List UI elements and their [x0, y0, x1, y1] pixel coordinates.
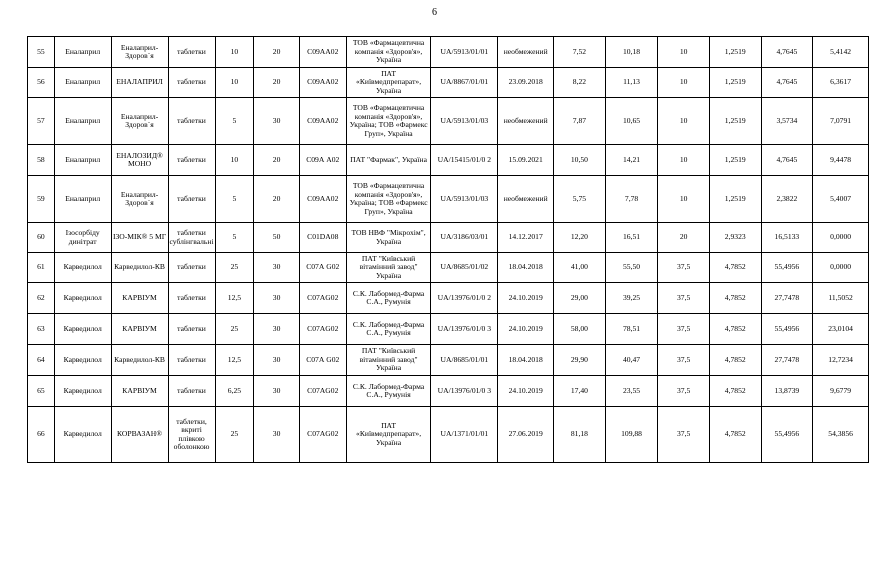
value-cell-2: 2,3822 [761, 176, 813, 223]
value-cell-1: 2,9323 [709, 223, 761, 253]
inn-cell: Еналаприл [54, 145, 111, 176]
page-number: 6 [432, 7, 437, 18]
row-number: 65 [28, 376, 55, 407]
atc-code-cell: С01DA08 [299, 223, 346, 253]
registration-valid-cell: 23.09.2018 [498, 68, 554, 98]
atc-code-cell: С07АG02 [299, 314, 346, 345]
ddd-cell: 10 [658, 37, 710, 68]
form-cell: таблетки [168, 37, 215, 68]
atc-code-cell: С07АG02 [299, 407, 346, 463]
atc-code-cell: С07А G02 [299, 345, 346, 376]
value-cell-1: 1,2519 [709, 98, 761, 145]
price-cell: 29,90 [554, 345, 606, 376]
inn-cell: Карведилол [54, 407, 111, 463]
value-cell-2: 55,4956 [761, 407, 813, 463]
dose-cell: 12,5 [215, 345, 254, 376]
row-number: 56 [28, 68, 55, 98]
price-with-markup-cell: 14,21 [605, 145, 658, 176]
dose-cell: 5 [215, 223, 254, 253]
form-cell: таблетки, вкриті плівкою оболонкою [168, 407, 215, 463]
pack-qty-cell: 50 [254, 223, 300, 253]
trade-name-cell: Еналаприл-Здоров`я [111, 37, 168, 68]
value-cell-3: 11,5052 [813, 283, 869, 314]
value-cell-3: 6,3617 [813, 68, 869, 98]
dose-cell: 25 [215, 314, 254, 345]
price-cell: 7,87 [554, 98, 606, 145]
form-cell: таблетки [168, 145, 215, 176]
pack-qty-cell: 20 [254, 176, 300, 223]
price-with-markup-cell: 55,50 [605, 253, 658, 283]
price-with-markup-cell: 109,88 [605, 407, 658, 463]
pack-qty-cell: 30 [254, 314, 300, 345]
price-cell: 81,18 [554, 407, 606, 463]
row-number: 62 [28, 283, 55, 314]
manufacturer-cell: ТОВ «Фармацевтична компанія «Здоров'я», Україна; ТОВ «Фармекс Груп», Україна [346, 98, 431, 145]
ddd-cell: 10 [658, 98, 710, 145]
inn-cell: Карведилол [54, 314, 111, 345]
pack-qty-cell: 30 [254, 283, 300, 314]
manufacturer-cell: ПАТ "Київський вітамінний завод" Україна [346, 253, 431, 283]
row-number: 66 [28, 407, 55, 463]
registration-number-cell: UA/8867/01/01 [431, 68, 498, 98]
table-row [28, 98, 869, 145]
table-row [28, 314, 869, 345]
trade-name-cell: Еналаприл-Здоров`я [111, 98, 168, 145]
table-row [28, 345, 869, 376]
ddd-cell: 37,5 [658, 376, 710, 407]
value-cell-1: 4,7852 [709, 283, 761, 314]
atc-code-cell: С09АА02 [299, 176, 346, 223]
table-row [28, 37, 869, 68]
trade-name-cell: КОРВАЗАН® [111, 407, 168, 463]
price-cell: 7,52 [554, 37, 606, 68]
value-cell-2: 27,7478 [761, 283, 813, 314]
ddd-cell: 10 [658, 68, 710, 98]
ddd-cell: 10 [658, 176, 710, 223]
value-cell-3: 9,4478 [813, 145, 869, 176]
pack-qty-cell: 30 [254, 253, 300, 283]
value-cell-3: 9,6779 [813, 376, 869, 407]
price-with-markup-cell: 40,47 [605, 345, 658, 376]
registration-valid-cell: 14.12.2017 [498, 223, 554, 253]
registration-valid-cell: 27.06.2019 [498, 407, 554, 463]
trade-name-cell: Карведилол-КВ [111, 253, 168, 283]
form-cell: таблетки [168, 68, 215, 98]
price-cell: 29,00 [554, 283, 606, 314]
trade-name-cell: КАРВІУМ [111, 314, 168, 345]
registration-valid-cell: 24.10.2019 [498, 314, 554, 345]
inn-cell: Еналаприл [54, 176, 111, 223]
atc-code-cell: С09А А02 [299, 145, 346, 176]
manufacturer-cell: ТОВ «Фармацевтична компанія «Здоров'я», Україна [346, 37, 431, 68]
price-cell: 58,00 [554, 314, 606, 345]
ddd-cell: 20 [658, 223, 710, 253]
price-cell: 10,50 [554, 145, 606, 176]
table-row [28, 376, 869, 407]
ddd-cell: 10 [658, 145, 710, 176]
value-cell-2: 4,7645 [761, 68, 813, 98]
form-cell: таблетки [168, 283, 215, 314]
pack-qty-cell: 20 [254, 145, 300, 176]
registration-number-cell: UA/13976/01/0 3 [431, 376, 498, 407]
drug-price-table [27, 36, 869, 463]
row-number: 63 [28, 314, 55, 345]
value-cell-1: 1,2519 [709, 68, 761, 98]
value-cell-1: 4,7852 [709, 253, 761, 283]
form-cell: таблетки [168, 253, 215, 283]
ddd-cell: 37,5 [658, 253, 710, 283]
manufacturer-cell: ПАТ "Фармак", Україна [346, 145, 431, 176]
table-row [28, 68, 869, 98]
manufacturer-cell: ТОВ «Фармацевтична компанія «Здоров'я», Україна; ТОВ «Фармекс Груп», Україна [346, 176, 431, 223]
pack-qty-cell: 30 [254, 376, 300, 407]
atc-code-cell: С09АА02 [299, 37, 346, 68]
price-cell: 17,40 [554, 376, 606, 407]
form-cell: таблетки сублінгвальні [168, 223, 215, 253]
trade-name-cell: Еналаприл-Здоров`я [111, 176, 168, 223]
table-row [28, 407, 869, 463]
value-cell-1: 1,2519 [709, 145, 761, 176]
table-row [28, 223, 869, 253]
price-with-markup-cell: 11,13 [605, 68, 658, 98]
row-number: 57 [28, 98, 55, 145]
value-cell-3: 23,0104 [813, 314, 869, 345]
pack-qty-cell: 30 [254, 345, 300, 376]
trade-name-cell: Карведилол-КВ [111, 345, 168, 376]
row-number: 55 [28, 37, 55, 68]
value-cell-2: 27,7478 [761, 345, 813, 376]
value-cell-3: 54,3856 [813, 407, 869, 463]
table-row [28, 145, 869, 176]
price-with-markup-cell: 10,18 [605, 37, 658, 68]
manufacturer-cell: ПАТ "Київський вітамінний завод" Україна [346, 345, 431, 376]
value-cell-1: 4,7852 [709, 345, 761, 376]
inn-cell: Карведилол [54, 283, 111, 314]
row-number: 60 [28, 223, 55, 253]
value-cell-3: 7,0791 [813, 98, 869, 145]
pack-qty-cell: 20 [254, 37, 300, 68]
inn-cell: Еналаприл [54, 37, 111, 68]
price-with-markup-cell: 10,65 [605, 98, 658, 145]
trade-name-cell: ЕНАЛОЗИД® МОНО [111, 145, 168, 176]
atc-code-cell: С07АG02 [299, 283, 346, 314]
form-cell: таблетки [168, 376, 215, 407]
ddd-cell: 37,5 [658, 314, 710, 345]
registration-number-cell: UA/5913/01/03 [431, 98, 498, 145]
registration-number-cell: UA/3186/03/01 [431, 223, 498, 253]
value-cell-3: 0,0000 [813, 223, 869, 253]
table-row [28, 176, 869, 223]
price-with-markup-cell: 23,55 [605, 376, 658, 407]
row-number: 64 [28, 345, 55, 376]
dose-cell: 6,25 [215, 376, 254, 407]
dose-cell: 5 [215, 176, 254, 223]
pack-qty-cell: 20 [254, 68, 300, 98]
value-cell-2: 13,8739 [761, 376, 813, 407]
value-cell-3: 0,0000 [813, 253, 869, 283]
inn-cell: Ізосорбіду динітрат [54, 223, 111, 253]
atc-code-cell: С07А G02 [299, 253, 346, 283]
form-cell: таблетки [168, 314, 215, 345]
registration-number-cell: UA/8685/01/01 [431, 345, 498, 376]
price-cell: 5,75 [554, 176, 606, 223]
price-with-markup-cell: 39,25 [605, 283, 658, 314]
ddd-cell: 37,5 [658, 407, 710, 463]
value-cell-1: 1,2519 [709, 176, 761, 223]
value-cell-2: 4,7645 [761, 37, 813, 68]
inn-cell: Карведилол [54, 345, 111, 376]
registration-number-cell: UA/1371/01/01 [431, 407, 498, 463]
inn-cell: Карведилол [54, 376, 111, 407]
registration-valid-cell: необмежений [498, 176, 554, 223]
dose-cell: 10 [215, 145, 254, 176]
value-cell-1: 4,7852 [709, 407, 761, 463]
registration-number-cell: UA/13976/01/0 2 [431, 283, 498, 314]
inn-cell: Еналаприл [54, 98, 111, 145]
atc-code-cell: С07АG02 [299, 376, 346, 407]
value-cell-3: 12,7234 [813, 345, 869, 376]
row-number: 59 [28, 176, 55, 223]
registration-valid-cell: 24.10.2019 [498, 376, 554, 407]
registration-number-cell: UA/5913/01/03 [431, 176, 498, 223]
manufacturer-cell: ПАТ «Київмедпрепарат», Україна [346, 407, 431, 463]
price-cell: 8,22 [554, 68, 606, 98]
value-cell-1: 4,7852 [709, 376, 761, 407]
manufacturer-cell: С.К. Лабормед-Фарма С.А., Румунія [346, 283, 431, 314]
registration-valid-cell: 18.04.2018 [498, 253, 554, 283]
form-cell: таблетки [168, 345, 215, 376]
value-cell-1: 1,2519 [709, 37, 761, 68]
registration-number-cell: UA/5913/01/01 [431, 37, 498, 68]
atc-code-cell: С09АА02 [299, 98, 346, 145]
form-cell: таблетки [168, 98, 215, 145]
trade-name-cell: ЕНАЛАПРИЛ [111, 68, 168, 98]
pack-qty-cell: 30 [254, 98, 300, 145]
value-cell-2: 55,4956 [761, 314, 813, 345]
trade-name-cell: КАРВІУМ [111, 283, 168, 314]
pack-qty-cell: 30 [254, 407, 300, 463]
row-number: 58 [28, 145, 55, 176]
inn-cell: Карведилол [54, 253, 111, 283]
price-cell: 12,20 [554, 223, 606, 253]
table-row [28, 253, 869, 283]
value-cell-3: 5,4142 [813, 37, 869, 68]
registration-valid-cell: 18.04.2018 [498, 345, 554, 376]
value-cell-3: 5,4007 [813, 176, 869, 223]
price-with-markup-cell: 16,51 [605, 223, 658, 253]
registration-valid-cell: 15.09.2021 [498, 145, 554, 176]
ddd-cell: 37,5 [658, 283, 710, 314]
price-with-markup-cell: 78,51 [605, 314, 658, 345]
registration-number-cell: UA/8685/01/02 [431, 253, 498, 283]
registration-valid-cell: необмежений [498, 98, 554, 145]
dose-cell: 5 [215, 98, 254, 145]
registration-valid-cell: 24.10.2019 [498, 283, 554, 314]
atc-code-cell: С09АА02 [299, 68, 346, 98]
price-cell: 41,00 [554, 253, 606, 283]
manufacturer-cell: ПАТ «Київмедпрепарат», Україна [346, 68, 431, 98]
inn-cell: Еналаприл [54, 68, 111, 98]
value-cell-2: 3,5734 [761, 98, 813, 145]
table-row [28, 283, 869, 314]
registration-valid-cell: необмежений [498, 37, 554, 68]
manufacturer-cell: ТОВ НВФ "Мікрохім", Україна [346, 223, 431, 253]
dose-cell: 10 [215, 68, 254, 98]
registration-number-cell: UA/13976/01/0 3 [431, 314, 498, 345]
value-cell-1: 4,7852 [709, 314, 761, 345]
trade-name-cell: КАРВІУМ [111, 376, 168, 407]
trade-name-cell: ІЗО-МІК® 5 МГ [111, 223, 168, 253]
dose-cell: 25 [215, 407, 254, 463]
row-number: 61 [28, 253, 55, 283]
value-cell-2: 55,4956 [761, 253, 813, 283]
dose-cell: 12,5 [215, 283, 254, 314]
price-with-markup-cell: 7,78 [605, 176, 658, 223]
ddd-cell: 37,5 [658, 345, 710, 376]
value-cell-2: 16,5133 [761, 223, 813, 253]
manufacturer-cell: С.К. Лабормед-Фарма С.А., Румунія [346, 376, 431, 407]
form-cell: таблетки [168, 176, 215, 223]
manufacturer-cell: С.К. Лабормед-Фарма С.А., Румунія [346, 314, 431, 345]
dose-cell: 25 [215, 253, 254, 283]
value-cell-2: 4,7645 [761, 145, 813, 176]
registration-number-cell: UA/15415/01/0 2 [431, 145, 498, 176]
dose-cell: 10 [215, 37, 254, 68]
